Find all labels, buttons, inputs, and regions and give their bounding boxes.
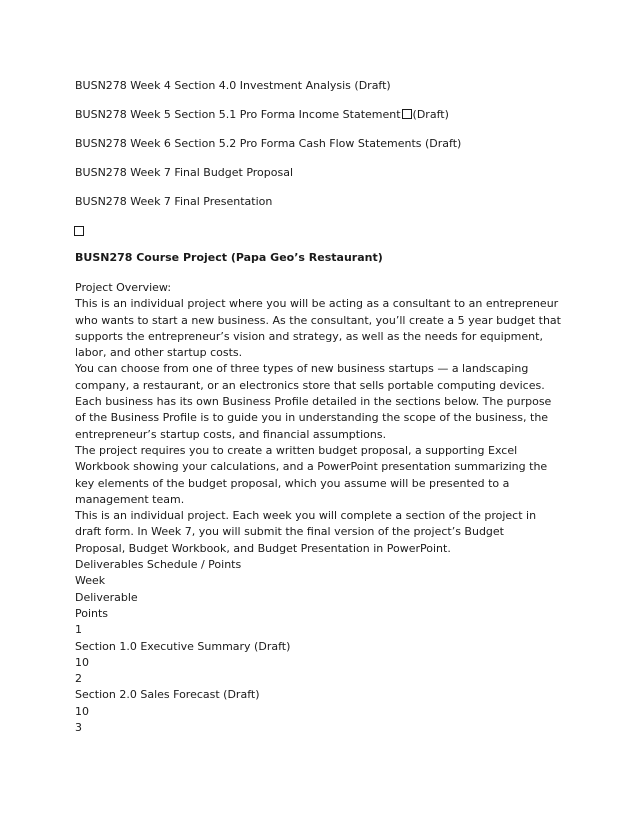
schedule-title: Deliverables Schedule / Points: [75, 558, 242, 572]
body-line: management team.: [75, 492, 185, 506]
schedule-header-points: Points: [75, 606, 109, 620]
schedule-cell-deliverable: Section 2.0 Sales Forecast (Draft): [75, 688, 260, 702]
page-title: BUSN278 Course Project (Papa Geo’s Restaurant): [75, 251, 383, 264]
body-line: Project Overview:: [75, 281, 172, 294]
body-line: key elements of the budget proposal, which you assume will be presented to a: [75, 476, 510, 490]
schedule-cell-points: 10: [75, 655, 89, 669]
body-line: company, a restaurant, or an electronics store that sells portable computing devices.: [75, 378, 545, 392]
body-line: entrepreneur’s startup costs, and financial assumptions.: [75, 427, 387, 441]
schedule-cell-week: 1: [75, 623, 82, 637]
body-line: labor, and other startup costs.: [75, 346, 243, 360]
body-line: Proposal, Budget Workbook, and Budget Presentation in PowerPoint.: [75, 541, 451, 555]
toc-line-week5-suffix: (Draft): [412, 108, 449, 121]
toc-line-week7-proposal: BUSN278 Week 7 Final Budget Proposal: [75, 166, 294, 179]
body-line: who wants to start a new business. As the consultant, you’ll create a 5 year budget that: [75, 313, 561, 327]
body-line: The project requires you to create a written budget proposal, a supporting Excel: [75, 443, 518, 457]
toc-line-week5: [75, 108, 449, 122]
missing-glyph-box-icon: [74, 226, 84, 236]
schedule-header-deliverable: Deliverable: [75, 590, 138, 604]
body-line: Each business has its own Business Profile detailed in the sections below. The purpose: [75, 395, 552, 409]
body-line: Workbook showing your calculations, and a PowerPoint presentation summarizing the: [75, 460, 548, 474]
body-line: of the Business Profile is to guide you in understanding the scope of the business, the: [75, 411, 549, 425]
schedule-header-week: Week: [75, 574, 106, 588]
toc-line-week7-presentation: BUSN278 Week 7 Final Presentation: [75, 195, 273, 208]
schedule-cell-deliverable: Section 1.0 Executive Summary (Draft): [75, 639, 291, 653]
missing-glyph-box-icon: [402, 109, 412, 119]
body-line: This is an individual project. Each week you will complete a section of the project in: [75, 509, 537, 523]
body-line: This is an individual project where you will be acting as a consultant to an entrepreneur: [75, 297, 559, 311]
body-line: supports the entrepreneur’s vision and strategy, as well as the needs for equipment,: [75, 329, 543, 343]
toc-line-week6: BUSN278 Week 6 Section 5.2 Pro Forma Cash Flow Statements (Draft): [75, 137, 462, 150]
body-line: draft form. In Week 7, you will submit the final version of the project’s Budget: [75, 525, 504, 539]
schedule-cell-week: 3: [75, 721, 82, 735]
project-body: [75, 280, 575, 736]
toc-line-week5-text: BUSN278 Week 5 Section 5.1 Pro Forma Income Statement: [75, 108, 401, 121]
schedule-cell-points: 10: [75, 704, 89, 718]
schedule-cell-week: 2: [75, 672, 82, 686]
body-line: You can choose from one of three types of new business startups — a landscaping: [75, 362, 529, 376]
toc-line-week4: BUSN278 Week 4 Section 4.0 Investment Analysis (Draft): [75, 79, 391, 92]
